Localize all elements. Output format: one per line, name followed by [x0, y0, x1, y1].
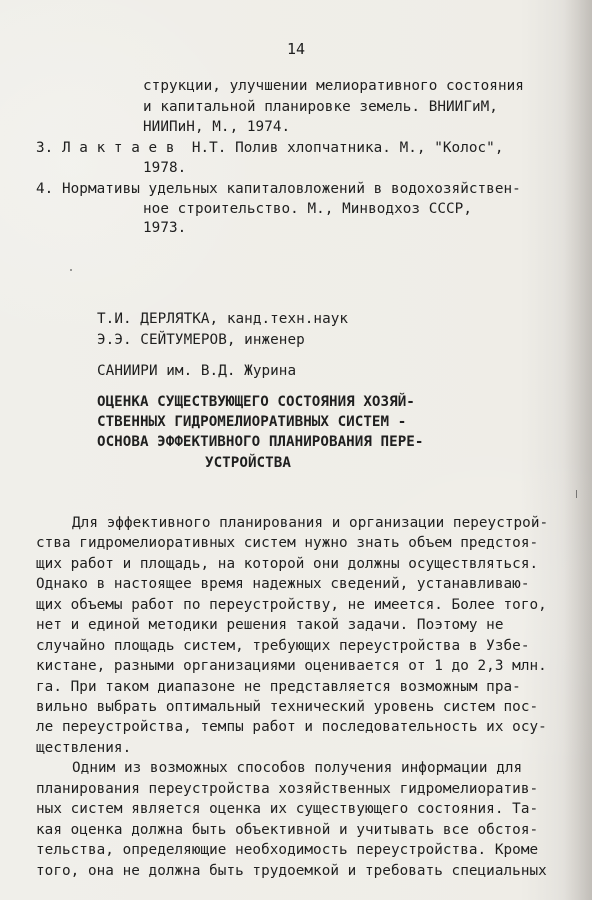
body-line-12: ществления. — [36, 740, 132, 756]
body-line-6: нет и единой методики решения такой задачи. Поэтому не — [36, 617, 504, 633]
body-line-9: га. При таком диапазоне не представляется возможным пра- — [36, 679, 521, 695]
author-line-2: Э.Э. СЕЙТУМЕРОВ, инженер — [97, 332, 305, 348]
reference-item-3: 3. Л а к т а е в Н.Т. Полив хлопчатника. М., "Колос", — [36, 140, 504, 156]
reference-continuation-line-2: и капитальной планировке земель. ВНИИГиМ, — [143, 99, 498, 115]
reference-continuation-line-1: струкции, улучшении мелиоративного состояния — [143, 78, 524, 94]
body-line-8: кистане, разными организациями оценивается от 1 до 2,3 млн. — [36, 658, 547, 674]
page-number: 14 — [286, 40, 306, 58]
body-line-7: случайно площадь систем, требующих переустройства в Узбе- — [36, 638, 530, 654]
body-line-18: того, она не должна быть трудоемкой и требовать специальных — [36, 863, 547, 879]
body-line-1: Для эффективного планирования и организации переустрой- — [72, 515, 549, 531]
article-title-line-2: СТВЕННЫХ ГИДРОМЕЛИОРАТИВНЫХ СИСТЕМ - — [97, 414, 407, 430]
body-line-17: тельства, определяющие необходимость переустройства. Кроме — [36, 842, 539, 858]
body-line-3: щих работ и площадь, на которой они должны осуществляться. — [36, 556, 539, 572]
page-shadow — [564, 0, 592, 900]
institution-line: САНИИРИ им. В.Д. Журина — [97, 363, 297, 379]
body-line-14: планирования переустройства хозяйственных гидромелиоратив- — [36, 781, 539, 797]
author-line-1: Т.И. ДЕРЛЯТКА, канд.техн.наук — [97, 311, 349, 327]
reference-item-4-line-2: ное строительство. М., Минводхоз СССР, — [143, 201, 472, 217]
article-title-line-1: ОЦЕНКА СУЩЕСТВУЮЩЕГО СОСТОЯНИЯ ХОЗЯЙ- — [97, 394, 415, 410]
article-title-line-4: УСТРОЙСТВА — [205, 455, 291, 471]
article-title-line-3: ОСНОВА ЭФФЕКТИВНОГО ПЛАНИРОВАНИЯ ПЕРЕ- — [97, 434, 424, 450]
body-line-11: ле переустройства, темпы работ и последовательность их осу- — [36, 719, 547, 735]
body-line-13: Одним из возможных способов получения информации для — [72, 760, 523, 776]
scan-mark — [576, 490, 577, 498]
body-line-5: щих объемы работ по переустройству, не имеется. Более того, — [36, 597, 547, 613]
reference-item-4-year: 1973. — [143, 220, 187, 236]
reference-item-4: 4. Нормативы удельных капиталовложений в водохозяйствен- — [36, 181, 521, 197]
body-line-2: ства гидромелиоративных систем нужно знать объем предстоя- — [36, 535, 539, 551]
body-line-10: вильно выбрать оптимальный технический уровень систем пос- — [36, 699, 539, 715]
body-line-4: Однако в настоящее время надежных сведений, устанавливаю- — [36, 576, 530, 592]
body-line-15: ных систем является оценка их существующего состояния. Та- — [36, 801, 539, 817]
scan-mark — [70, 269, 72, 271]
reference-item-3-year: 1978. — [143, 160, 187, 176]
body-line-16: кая оценка должна быть объективной и учитывать все обстоя- — [36, 822, 539, 838]
reference-continuation-line-3: НИИПиН, М., 1974. — [143, 119, 291, 135]
